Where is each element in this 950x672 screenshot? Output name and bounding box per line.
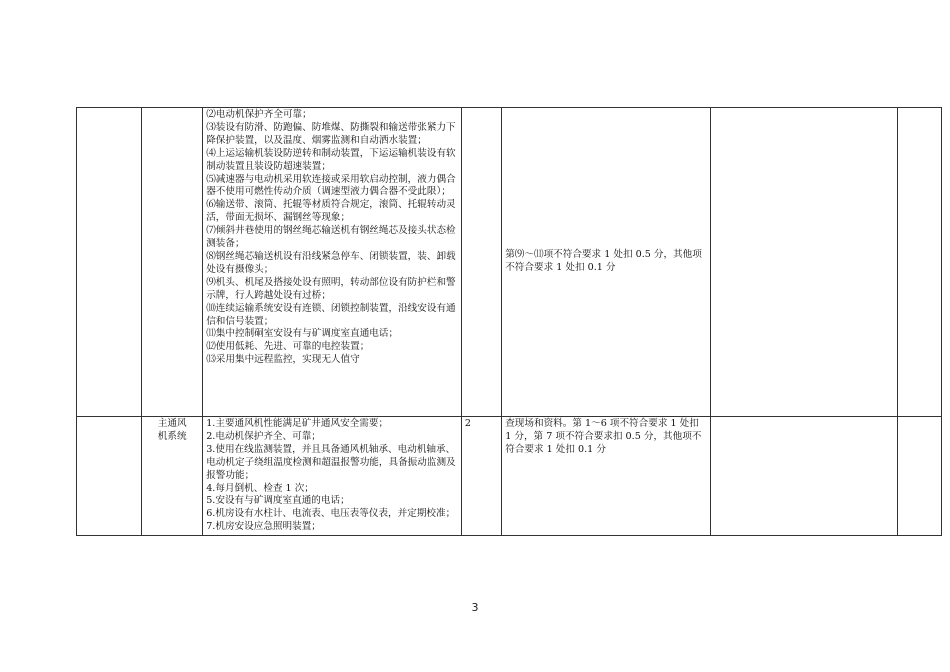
method-cell: [502, 108, 711, 417]
criteria-item: 3.使用在线监测装置，并且具备通风机轴承、电动机轴承、电动机定子绕组温度检测和超温报警功能，具备振动监测及报警功能；: [206, 443, 456, 481]
method-text: 第⑼～⑾项不符合要求 1 处扣 0.5 分，其他项不符合要求 1 处扣 0.1 分: [505, 249, 702, 273]
criteria-item: 6.机房设有水柱计、电流表、电压表等仪表，并定期校准；: [206, 508, 456, 520]
criteria-item: ⑸减速器与电动机采用软连接或采用软启动控制，液力偶合器不使用可燃性传动介质（调速型液力偶合器不受此限）；: [206, 173, 456, 198]
criteria-item: ⒀采用集中远程监控，实现无人值守: [206, 354, 360, 366]
criteria-item: ⑿使用低耗、先进、可靠的电控装置；: [206, 341, 370, 353]
criteria-item: ⑷上运运输机装设防逆转和制动装置，下运运输机装设有软制动装置且装设防超速装置；: [206, 147, 456, 172]
method-cell: 查现场和资料。第 1～6 项不符合要求 1 处扣 1 分，第 7 项不符合要求扣 0.5 分，其他项不符合要求 1 处扣 0.1 分: [502, 417, 711, 536]
criteria-item: ⑶装设有防滑、防跑偏、防堆煤、防撕裂和输送带张紧力下降保护装置，以及温度、烟雾监测和自动洒水装置；: [206, 121, 456, 146]
basis-cell: [711, 417, 898, 536]
criteria-item: ⑵电动机保护齐全可靠；: [206, 109, 312, 120]
criteria-item: ⑼机头、机尾及搭接处设有照明，转动部位设有防护栏和警示牌，行人跨越处设有过桥；: [206, 276, 456, 301]
criteria-item: 2.电动机保护齐全、可靠；: [206, 430, 321, 442]
criteria-item: ⑾集中控制硐室安设有与矿调度室直通电话；: [206, 328, 399, 340]
criteria-item: 4.每月倒机、检查 1 次；: [206, 482, 314, 494]
criteria-cell: [203, 108, 462, 417]
criteria-item: 7.机房安设应急照明装置；: [206, 521, 321, 533]
criteria-cell: [203, 417, 462, 536]
criteria-item: ⑹输送带、滚筒、托辊等材质符合规定，滚筒、托辊转动灵活，带面无损坏、漏钢丝等现象；: [206, 199, 456, 224]
table-row-main-fan: [77, 417, 942, 536]
result-cell: [898, 108, 942, 417]
category-cell: [77, 108, 142, 417]
project-name-cell: [142, 417, 203, 536]
criteria-item: ⑽连续运输系统安设有连锁、闭锁控制装置，沿线安设有通信和信号装置；: [206, 302, 456, 327]
criteria-item: ⑺倾斜井巷使用的钢丝绳芯输送机有钢丝绳芯及接头状态检测装备；: [206, 225, 456, 250]
project-name: 主通风机系统: [157, 418, 187, 442]
page-number: 3: [471, 601, 479, 614]
category-cell: [77, 417, 142, 536]
score-cell: [461, 108, 501, 417]
criteria-item: 5.安设有与矿调度室直通的电话；: [206, 495, 350, 507]
project-name-cell: [142, 108, 203, 417]
standards-table: [76, 107, 942, 536]
score-cell: 2: [461, 417, 501, 536]
criteria-item: 1.主要通风机性能满足矿井通风安全需要；: [206, 418, 389, 429]
result-cell: [898, 417, 942, 536]
basis-cell: [711, 108, 898, 417]
table-row-conveyor: [77, 108, 942, 417]
criteria-item: ⑻钢丝绳芯输送机设有沿线紧急停车、闭锁装置，装、卸载处设有摄像头；: [206, 250, 456, 275]
